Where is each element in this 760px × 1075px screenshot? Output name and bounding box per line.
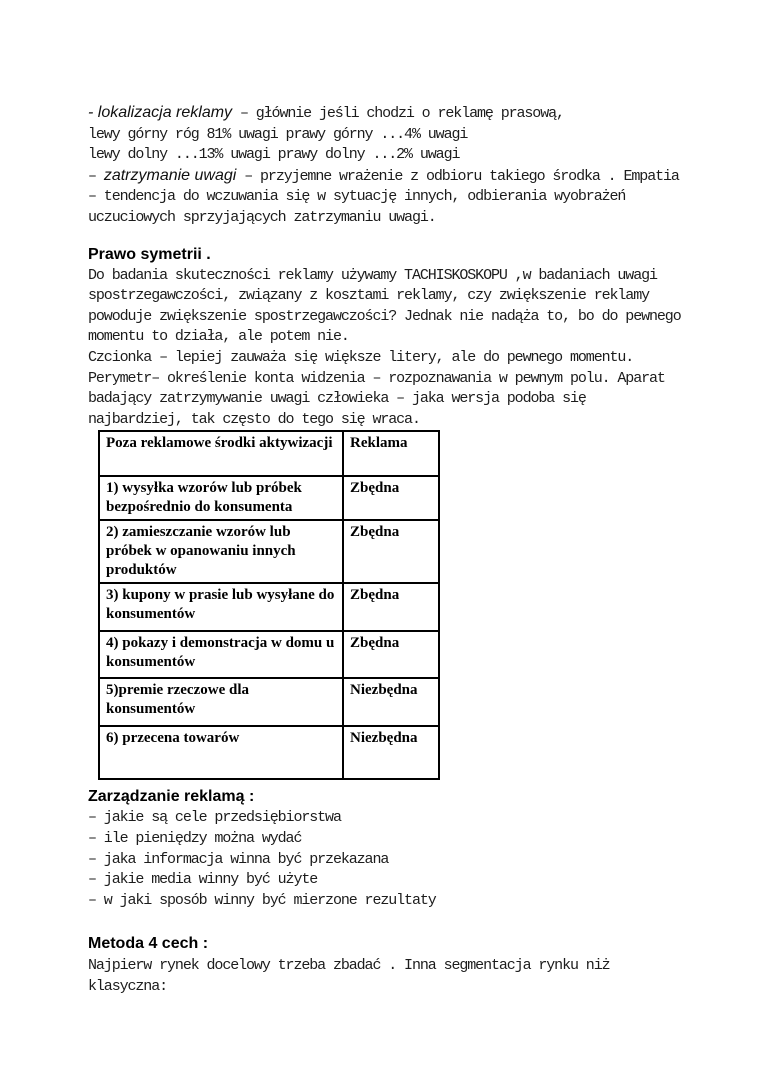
heading-prawo-symetrii: Prawo symetrii . <box>88 245 211 263</box>
table-row <box>99 520 439 583</box>
table-cell-verdict: Zbędna <box>343 520 439 583</box>
intro-line-6: uczuciowych sprzyjających zatrzymaniu uwagi. <box>88 208 436 226</box>
table-row <box>99 583 439 631</box>
management-item: – jakie są cele przedsiębiorstwa <box>88 809 341 827</box>
table-cell-means: 1) wysyłka wzorów lub próbek bezpośrednio do konsumenta <box>99 476 343 520</box>
management-list <box>88 808 728 911</box>
table-header-row <box>99 431 439 476</box>
intro-line-4-dash: – <box>88 167 104 185</box>
table-cell-verdict: Niezbędna <box>343 678 439 726</box>
intro-line-1-rest: – głównie jeśli chodzi o reklamę prasową, <box>232 105 564 122</box>
table-row <box>99 678 439 726</box>
symmetry-line: spostrzegawczości, związany z kosztami reklamy, czy zwiększenie reklamy <box>88 287 650 305</box>
table-cell-verdict: Zbędna <box>343 583 439 631</box>
activation-means-table <box>98 430 440 780</box>
intro-line-4 <box>88 166 728 188</box>
management-item: – w jaki sposób winny być mierzone rezultaty <box>88 891 436 909</box>
symmetry-line: powoduje zwiększenie spostrzegawczości? Jednak nie nadąża to, bo do pewnego <box>88 307 681 325</box>
symmetry-line: Perymetr– określenie konta widzenia – rozpoznawania w pewnym polu. Aparat <box>88 369 665 387</box>
table-cell-means: 5)premie rzeczowe dla konsumentów <box>99 678 343 726</box>
method-line: klasyczna: <box>88 977 168 995</box>
table-row <box>99 726 439 779</box>
table-cell-verdict: Zbędna <box>343 631 439 678</box>
intro-line-2: lewy górny róg 81% uwagi prawy górny ...4% uwagi <box>88 125 468 143</box>
table-cell-means: 3) kupony w prasie lub wysyłane do konsumentów <box>99 583 343 631</box>
intro-line-3: lewy dolny ...13% uwagi prawy dolny ...2% uwagi <box>88 146 460 164</box>
symmetry-line: Do badania skuteczności reklamy używamy TACHISKOSKOPU ,w badaniach uwagi <box>88 266 657 284</box>
term-lokalizacja-reklamy: - lokalizacja reklamy <box>88 104 233 121</box>
symmetry-line: badający zatrzymywanie uwagi człowieka – jaka wersja podoba się <box>88 390 586 408</box>
table-cell-means: 2) zamieszczanie wzorów lub próbek w opanowaniu innych produktów <box>99 520 343 583</box>
table-cell-means: 4) pokazy i demonstracja w domu u konsumentów <box>99 631 343 678</box>
term-zatrzymanie-uwagi: zatrzymanie uwagi <box>103 166 237 184</box>
intro-line-5: – tendencja do wczuwania się w sytuację innych, odbierania wyobrażeń <box>88 188 626 206</box>
table-header-cell-means: Poza reklamowe środki aktywizacji <box>99 431 343 476</box>
intro-paragraph <box>88 103 728 229</box>
method-line: Najpierw rynek docelowy trzeba zbadać . Inna segmentacja rynku niż <box>88 957 610 975</box>
symmetry-line: najbardziej, tak często do tego się wraca. <box>88 410 420 428</box>
heading-zarzadzanie-reklama: Zarządzanie reklamą : <box>88 788 255 806</box>
management-item: – jaka informacja winna być przekazana <box>88 850 389 868</box>
table-cell-verdict: Niezbędna <box>343 726 439 779</box>
management-item: – jakie media winny być użyte <box>88 871 318 889</box>
table-cell-verdict: Zbędna <box>343 476 439 520</box>
intro-line-4-rest: – przyjemne wrażenie z odbioru takiego środka . Empatia <box>236 167 679 185</box>
symmetry-line: Czcionka – lepiej zauważa się większe litery, ale do pewnego momentu. <box>88 348 634 366</box>
table-row <box>99 476 439 520</box>
management-item: – ile pieniędzy można wydać <box>88 829 302 847</box>
table-header-cell-reklama: Reklama <box>343 431 439 476</box>
table-cell-means: 6) przecena towarów <box>99 726 343 779</box>
method-paragraph <box>88 956 728 997</box>
symmetry-paragraph <box>88 266 728 431</box>
document-content <box>88 103 728 997</box>
intro-line-1 <box>88 103 728 125</box>
table-row <box>99 631 439 678</box>
heading-metoda-4-cech: Metoda 4 cech : <box>88 935 209 953</box>
symmetry-line: momentu to działa, ale potem nie. <box>88 328 349 346</box>
